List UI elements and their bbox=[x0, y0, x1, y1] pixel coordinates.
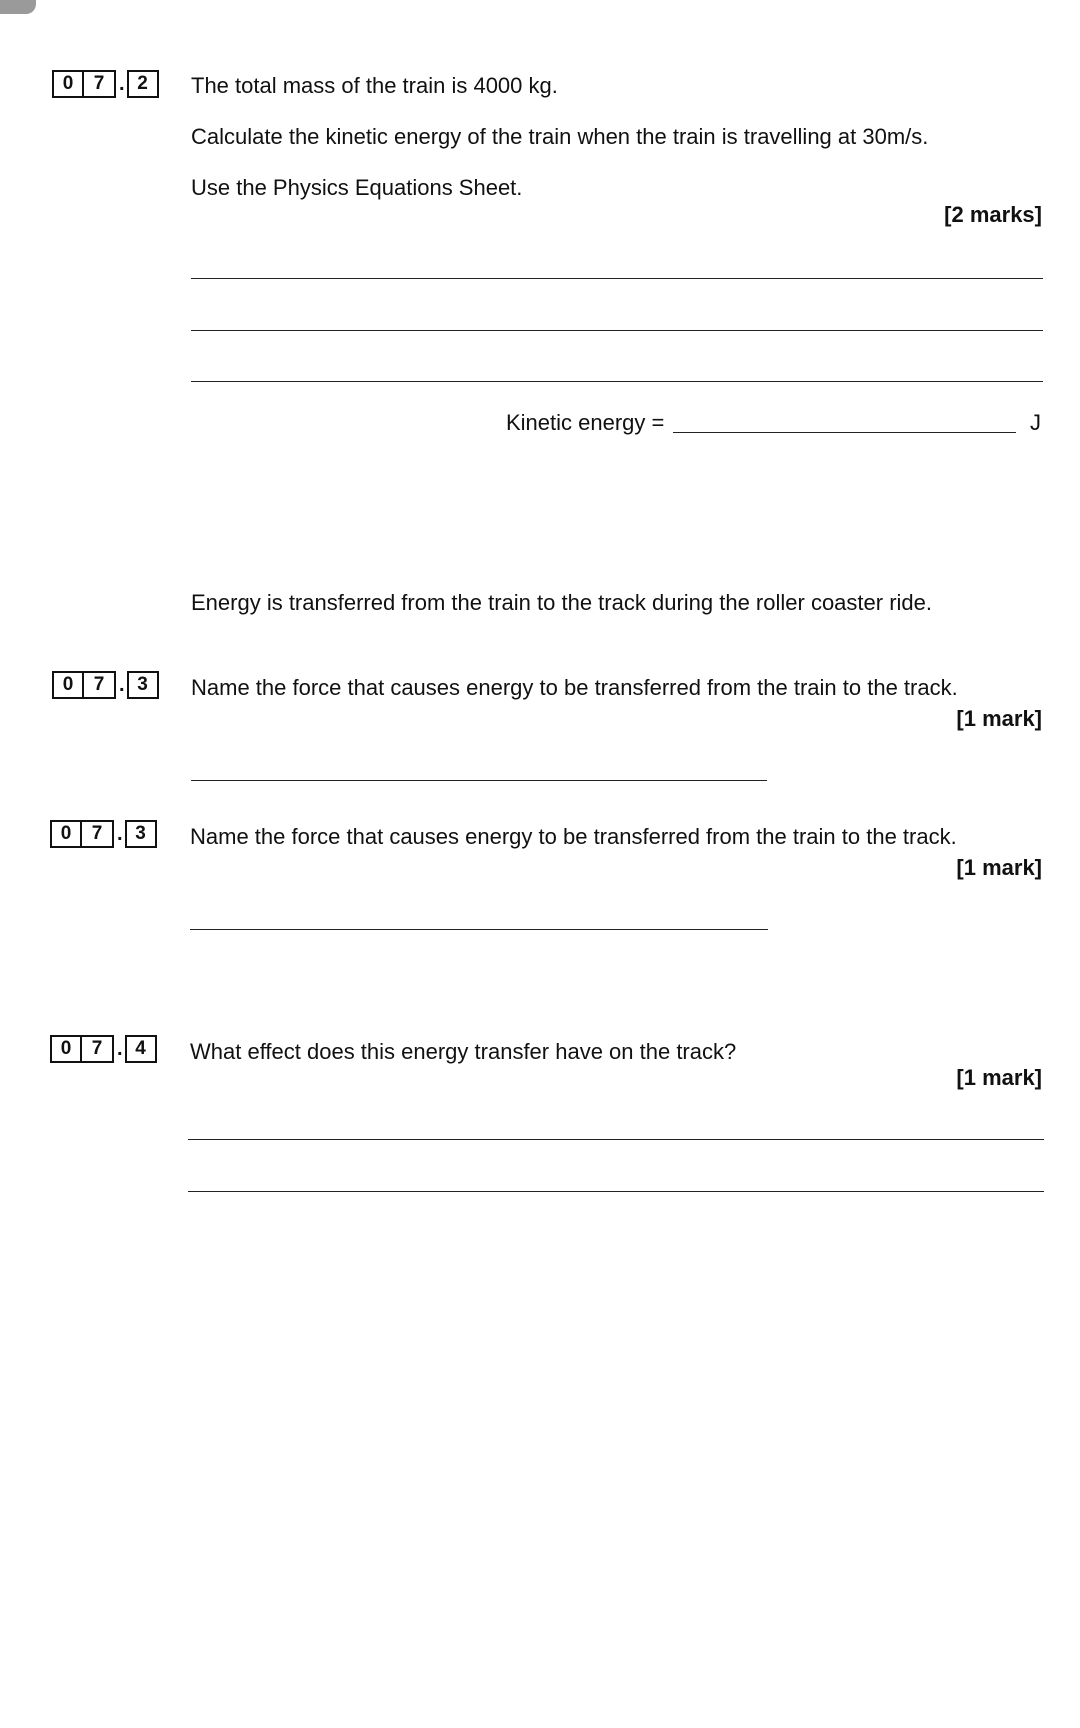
digit-box: 7 bbox=[82, 820, 114, 848]
number-dot: . bbox=[119, 73, 125, 95]
digit-box: 2 bbox=[127, 70, 159, 98]
answer-unit: J bbox=[1030, 410, 1041, 435]
answer-line[interactable] bbox=[191, 278, 1043, 279]
answer-line[interactable] bbox=[190, 929, 768, 930]
digit-box: 4 bbox=[125, 1035, 157, 1063]
digit-box: 0 bbox=[50, 820, 82, 848]
question-number-07-4 bbox=[50, 1035, 157, 1063]
digit-box: 7 bbox=[82, 1035, 114, 1063]
number-dot: . bbox=[117, 1038, 123, 1060]
kinetic-energy-answer-line[interactable] bbox=[673, 432, 1016, 433]
answer-line[interactable] bbox=[191, 381, 1043, 382]
question-text: The total mass of the train is 4000 kg. bbox=[191, 73, 558, 98]
number-dot: . bbox=[117, 823, 123, 845]
answer-line[interactable] bbox=[191, 780, 767, 781]
question-text: Name the force that causes energy to be transferred from the train to the track. bbox=[191, 675, 958, 700]
marks-label: [1 mark] bbox=[956, 1065, 1042, 1090]
answer-line[interactable] bbox=[191, 330, 1043, 331]
marks-label: [1 mark] bbox=[956, 706, 1042, 731]
answer-line[interactable] bbox=[188, 1139, 1044, 1140]
intro-text: Energy is transferred from the train to the track during the roller coaster ride. bbox=[191, 590, 932, 615]
digit-box: 3 bbox=[125, 820, 157, 848]
marks-label: [2 marks] bbox=[944, 202, 1042, 227]
corner-tab bbox=[0, 0, 36, 14]
number-dot: . bbox=[119, 674, 125, 696]
question-number-07-3 bbox=[52, 671, 159, 699]
question-text: What effect does this energy transfer have on the track? bbox=[190, 1039, 737, 1064]
digit-box: 0 bbox=[52, 671, 84, 699]
answer-label: Kinetic energy = bbox=[506, 410, 665, 435]
digit-box: 3 bbox=[127, 671, 159, 699]
question-text: Calculate the kinetic energy of the train when the train is travelling at 30m/s. bbox=[191, 124, 929, 149]
question-text: Use the Physics Equations Sheet. bbox=[191, 175, 523, 200]
question-text: Name the force that causes energy to be transferred from the train to the track. bbox=[190, 824, 957, 849]
digit-box: 0 bbox=[50, 1035, 82, 1063]
question-number-07-2 bbox=[52, 70, 159, 98]
answer-line[interactable] bbox=[188, 1191, 1044, 1192]
question-number-07-3 bbox=[50, 820, 157, 848]
digit-box: 7 bbox=[84, 70, 116, 98]
digit-box: 7 bbox=[84, 671, 116, 699]
digit-box: 0 bbox=[52, 70, 84, 98]
marks-label: [1 mark] bbox=[956, 855, 1042, 880]
